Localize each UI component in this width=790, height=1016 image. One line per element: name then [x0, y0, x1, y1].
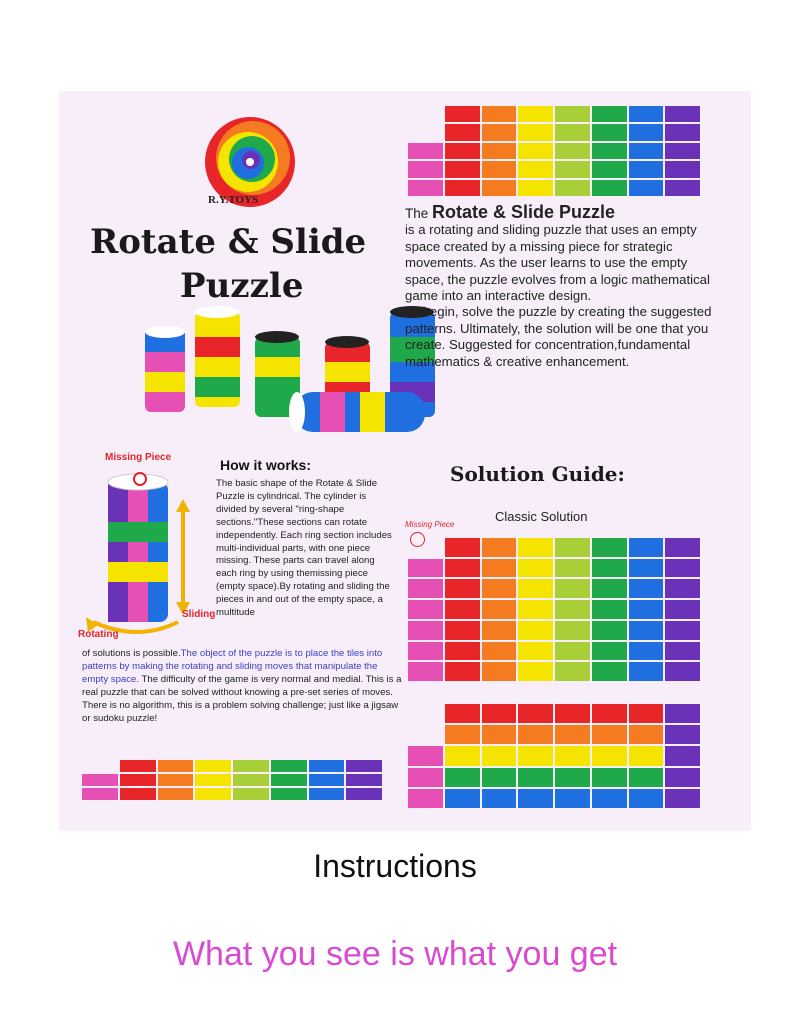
pattern-grid-top-right: [408, 106, 700, 196]
grid-cell: [555, 704, 590, 723]
grid-cell: [592, 789, 627, 808]
grid-cell: [592, 559, 627, 578]
sliding-label: Sliding: [182, 609, 216, 620]
grid-cell: [408, 621, 443, 640]
grid-cell: [592, 704, 627, 723]
grid-cell: [408, 579, 443, 598]
grid-cell: [665, 600, 700, 619]
grid-cell: [309, 760, 345, 772]
grid-cell: [158, 774, 194, 786]
grid-cell: [82, 760, 118, 772]
grid-cell: [629, 106, 664, 122]
instruction-sheet: [60, 92, 750, 830]
grid-cell: [629, 161, 664, 177]
grid-cell: [408, 662, 443, 681]
intro-body-2: To begin, solve the puzzle by creating the suggested patterns. Ultimately, the solution will be one that you create. Suggested for concentration,fundamental mathematics & creative enhancement.: [405, 304, 712, 369]
grid-cell: [592, 124, 627, 140]
grid-cell: [665, 538, 700, 557]
grid-cell: [482, 180, 517, 196]
grid-cell: [555, 143, 590, 159]
grid-cell: [555, 124, 590, 140]
grid-cell: [120, 788, 156, 800]
classic-solution-grid: [408, 538, 700, 681]
grid-cell: [445, 768, 480, 787]
missing-piece-label: Missing Piece: [105, 452, 172, 463]
grid-cell: [346, 760, 382, 772]
grid-cell: [158, 760, 194, 772]
grid-cell: [592, 143, 627, 159]
grid-cell: [592, 180, 627, 196]
grid-cell: [665, 161, 700, 177]
grid-cell: [445, 579, 480, 598]
grid-cell: [445, 143, 480, 159]
grid-cell: [482, 600, 517, 619]
grid-cell: [518, 746, 553, 765]
pattern-grid-bottom-left: [82, 760, 382, 800]
how-it-works-continued: [82, 647, 402, 725]
grid-cell: [445, 106, 480, 122]
grid-cell: [555, 746, 590, 765]
grid-cell: [518, 124, 553, 140]
grid-cell: [592, 725, 627, 744]
grid-cell: [629, 579, 664, 598]
grid-cell: [408, 746, 443, 765]
grid-cell: [665, 579, 700, 598]
caption-instructions: Instructions: [313, 848, 477, 884]
grid-cell: [233, 788, 269, 800]
grid-cell: [518, 725, 553, 744]
grid-cell: [408, 704, 443, 723]
grid-cell: [445, 621, 480, 640]
how-text-highlight: The object of the puzzle is to place the tiles into patterns by making the rotating and sliding moves that manipulate the empty space.: [82, 648, 383, 685]
grid-cell: [482, 704, 517, 723]
grid-cell: [120, 760, 156, 772]
grid-cell: [445, 559, 480, 578]
grid-cell: [271, 774, 307, 786]
caption-tagline: What you see is what you get: [172, 935, 618, 973]
grid-cell: [445, 538, 480, 557]
title-line-1: Rotate & Slide: [90, 222, 367, 262]
grid-cell: [518, 143, 553, 159]
how-text-a: of solutions is possible.: [82, 648, 181, 659]
second-solution-grid: [408, 704, 700, 808]
grid-cell: [592, 600, 627, 619]
grid-cell: [518, 642, 553, 661]
grid-cell: [555, 538, 590, 557]
grid-cell: [445, 704, 480, 723]
grid-cell: [408, 725, 443, 744]
grid-cell: [665, 559, 700, 578]
grid-cell: [555, 559, 590, 578]
grid-cell: [233, 774, 269, 786]
grid-cell: [518, 600, 553, 619]
grid-cell: [629, 642, 664, 661]
grid-cell: [518, 106, 553, 122]
how-text-b: The difficulty of the game is very normal and medial. This is a real puzzle that can be solved without knowing a pre-set series of moves. There is no algorithm, this is a problem solving challenge; just like a jigsaw or sudoku puzzle!: [82, 674, 402, 724]
grid-cell: [555, 161, 590, 177]
grid-cell: [408, 559, 443, 578]
grid-cell: [233, 760, 269, 772]
grid-cell: [665, 124, 700, 140]
grid-cell: [408, 642, 443, 661]
grid-cell: [482, 579, 517, 598]
how-it-works-title: How it works:: [220, 457, 312, 473]
grid-cell: [629, 768, 664, 787]
grid-cell: [482, 768, 517, 787]
grid-cell: [482, 642, 517, 661]
puzzle-diagram: [78, 467, 198, 637]
grid-cell: [482, 662, 517, 681]
product-photo: [125, 297, 445, 447]
missing-piece-small-label: Missing Piece: [405, 520, 455, 529]
grid-cell: [518, 704, 553, 723]
grid-cell: [445, 662, 480, 681]
grid-cell: [555, 180, 590, 196]
grid-cell: [482, 124, 517, 140]
title-line-2: Puzzle: [180, 266, 304, 306]
grid-cell: [665, 746, 700, 765]
grid-cell: [408, 106, 443, 122]
main-title: [90, 220, 410, 308]
intro-lead: The: [405, 206, 433, 221]
grid-cell: [408, 124, 443, 140]
grid-cell: [555, 662, 590, 681]
grid-cell: [482, 559, 517, 578]
how-it-works-text: The basic shape of the Rotate & Slide Puzzle is cylindrical. The cylinder is divided by several "ring-shape sections."These sections can rotate independently. Each ring section includes multi-individual parts, with one piece missing. These parts can travel along each ring by using themissing piece (empty space).By rotating and sliding the pieces in and out of the empty space, a multitude: [216, 478, 392, 619]
grid-cell: [592, 768, 627, 787]
grid-cell: [665, 704, 700, 723]
grid-cell: [309, 788, 345, 800]
grid-cell: [555, 579, 590, 598]
grid-cell: [592, 106, 627, 122]
brand-name: R.Y.TOYS: [208, 194, 259, 206]
grid-cell: [82, 788, 118, 800]
grid-cell: [665, 621, 700, 640]
grid-cell: [665, 789, 700, 808]
grid-cell: [309, 774, 345, 786]
grid-cell: [629, 789, 664, 808]
grid-cell: [555, 725, 590, 744]
grid-cell: [555, 768, 590, 787]
grid-cell: [195, 774, 231, 786]
grid-cell: [445, 124, 480, 140]
grid-cell: [408, 538, 443, 557]
grid-cell: [629, 704, 664, 723]
grid-cell: [445, 642, 480, 661]
grid-cell: [629, 621, 664, 640]
grid-cell: [592, 662, 627, 681]
grid-cell: [346, 774, 382, 786]
grid-cell: [482, 106, 517, 122]
grid-cell: [629, 124, 664, 140]
grid-cell: [555, 642, 590, 661]
grid-cell: [629, 143, 664, 159]
grid-cell: [592, 538, 627, 557]
grid-cell: [408, 161, 443, 177]
grid-cell: [158, 788, 194, 800]
grid-cell: [592, 621, 627, 640]
grid-cell: [629, 746, 664, 765]
grid-cell: [518, 621, 553, 640]
grid-cell: [482, 538, 517, 557]
grid-cell: [271, 760, 307, 772]
grid-cell: [665, 768, 700, 787]
grid-cell: [629, 600, 664, 619]
grid-cell: [555, 789, 590, 808]
grid-cell: [592, 579, 627, 598]
grid-cell: [445, 725, 480, 744]
grid-cell: [555, 106, 590, 122]
grid-cell: [518, 180, 553, 196]
grid-cell: [195, 788, 231, 800]
grid-cell: [665, 725, 700, 744]
intro-paragraph: [405, 204, 715, 370]
grid-cell: [629, 725, 664, 744]
grid-cell: [445, 746, 480, 765]
grid-cell: [592, 161, 627, 177]
grid-cell: [555, 600, 590, 619]
solution-guide-title: Solution Guide:: [450, 462, 625, 486]
grid-cell: [518, 579, 553, 598]
grid-cell: [555, 621, 590, 640]
grid-cell: [665, 106, 700, 122]
grid-cell: [120, 774, 156, 786]
grid-cell: [346, 788, 382, 800]
grid-cell: [408, 600, 443, 619]
grid-cell: [408, 143, 443, 159]
grid-cell: [445, 789, 480, 808]
grid-cell: [445, 161, 480, 177]
grid-cell: [271, 788, 307, 800]
grid-cell: [82, 774, 118, 786]
grid-cell: [482, 746, 517, 765]
grid-cell: [482, 143, 517, 159]
grid-cell: [408, 180, 443, 196]
grid-cell: [629, 662, 664, 681]
grid-cell: [518, 538, 553, 557]
grid-cell: [518, 662, 553, 681]
intro-product-name: Rotate & Slide Puzzle: [432, 202, 616, 222]
grid-cell: [518, 768, 553, 787]
grid-cell: [482, 161, 517, 177]
grid-cell: [482, 621, 517, 640]
grid-cell: [518, 559, 553, 578]
grid-cell: [482, 725, 517, 744]
grid-cell: [408, 789, 443, 808]
grid-cell: [482, 789, 517, 808]
grid-cell: [665, 180, 700, 196]
classic-solution-label: Classic Solution: [495, 509, 588, 524]
grid-cell: [665, 662, 700, 681]
grid-cell: [629, 538, 664, 557]
grid-cell: [445, 180, 480, 196]
grid-cell: [592, 746, 627, 765]
grid-cell: [629, 180, 664, 196]
grid-cell: [592, 642, 627, 661]
grid-cell: [408, 768, 443, 787]
grid-cell: [195, 760, 231, 772]
grid-cell: [518, 789, 553, 808]
grid-cell: [445, 600, 480, 619]
intro-body: is a rotating and sliding puzzle that uses an empty space created by a missing piece for strategic movements. As the user learns to use the empty space, the puzzle evolves from a logic mathematical game into an interactive design.: [405, 222, 710, 304]
grid-cell: [629, 559, 664, 578]
grid-cell: [665, 642, 700, 661]
rotating-label: Rotating: [78, 629, 119, 640]
grid-cell: [665, 143, 700, 159]
grid-cell: [518, 161, 553, 177]
